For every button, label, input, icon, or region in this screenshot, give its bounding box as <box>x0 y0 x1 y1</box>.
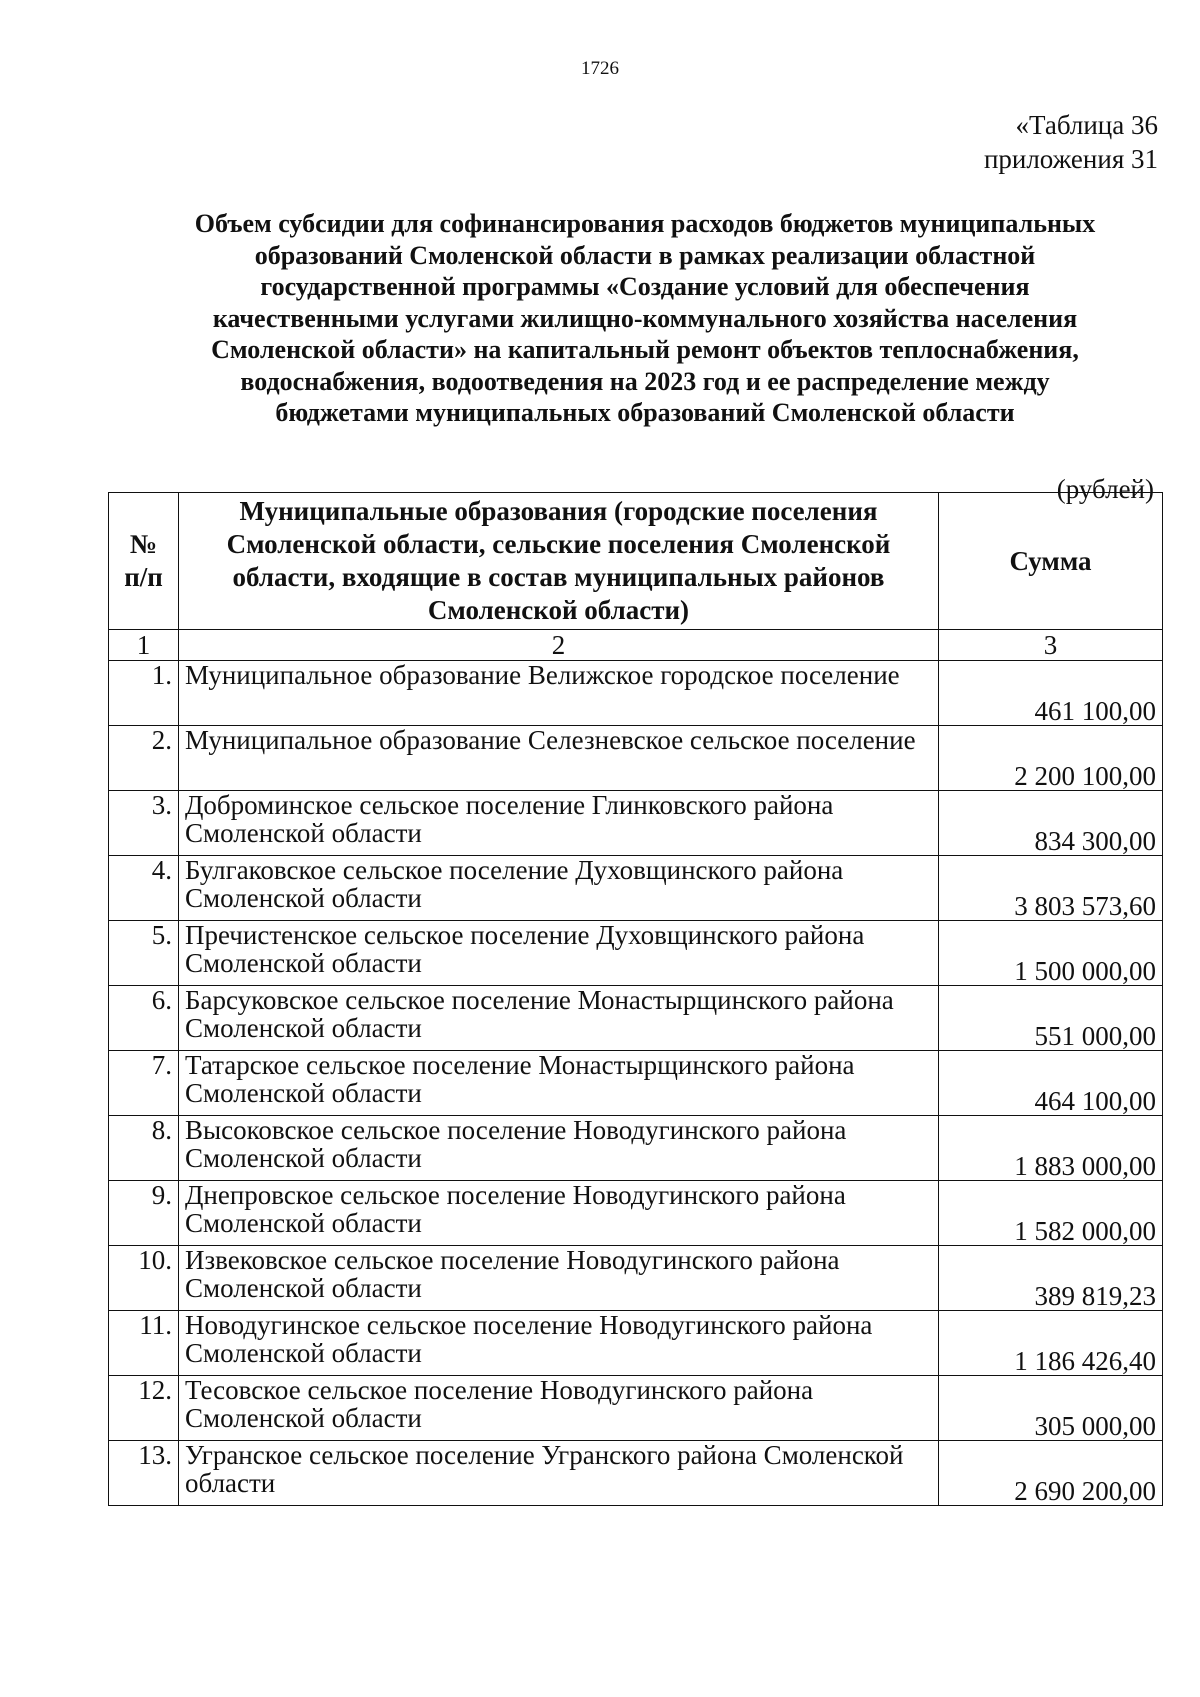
municipality-name: Татарское сельское поселение Монастырщинского района Смоленской области <box>179 1051 939 1116</box>
page-number: 1726 <box>581 58 619 79</box>
subsidy-amount: 834 300,00 <box>939 791 1163 856</box>
header-sum: Сумма <box>939 493 1163 630</box>
table-reference-line-1: «Таблица 36 <box>1015 110 1158 140</box>
row-number: 5. <box>109 921 179 986</box>
column-index-row <box>109 630 1163 661</box>
subsidy-amount: 1 500 000,00 <box>939 921 1163 986</box>
document-title <box>90 208 1200 429</box>
row-number: 8. <box>109 1116 179 1181</box>
table-header-row <box>109 493 1163 630</box>
table-row <box>109 726 1163 791</box>
title-line: бюджетами муниципальных образований Смоленской области <box>275 398 1015 427</box>
subsidy-amount: 1 582 000,00 <box>939 1181 1163 1246</box>
subsidy-amount: 464 100,00 <box>939 1051 1163 1116</box>
unit-label: (рублей) <box>1056 474 1154 504</box>
table-row <box>109 1311 1163 1376</box>
title-line: водоснабжения, водоотведения на 2023 год и ее распределение между <box>240 366 1050 396</box>
subsidy-amount: 2 690 200,00 <box>939 1441 1163 1506</box>
table-reference <box>984 108 1158 176</box>
table-row <box>109 661 1163 726</box>
row-number: 4. <box>109 856 179 921</box>
table-row <box>109 1441 1163 1506</box>
municipality-name: Муниципальное образование Селезневское сельское поселение <box>179 726 939 791</box>
title-line: Объем субсидии для софинансирования расходов бюджетов муниципальных <box>194 209 1096 238</box>
municipality-name: Высоковское сельское поселение Новодугинского района Смоленской области <box>179 1116 939 1181</box>
table-row <box>109 1246 1163 1311</box>
column-index: 1 <box>109 630 179 661</box>
table-row <box>109 856 1163 921</box>
row-number: 2. <box>109 726 179 791</box>
row-number: 9. <box>109 1181 179 1246</box>
municipality-name: Булгаковское сельское поселение Духовщинского района Смоленской области <box>179 856 939 921</box>
title-line: государственной программы «Создание условий для обеспечения <box>260 272 1030 301</box>
table-row <box>109 1051 1163 1116</box>
row-number: 7. <box>109 1051 179 1116</box>
header-number: № п/п <box>109 493 179 630</box>
table-row <box>109 1116 1163 1181</box>
title-line: качественными услугами жилищно-коммунального хозяйства населения <box>212 303 1078 333</box>
subsidy-amount: 1 883 000,00 <box>939 1116 1163 1181</box>
row-number: 3. <box>109 791 179 856</box>
title-line: образований Смоленской области в рамках реализации областной <box>254 240 1036 270</box>
municipality-name: Муниципальное образование Велижское городское поселение <box>179 661 939 726</box>
municipality-name: Доброминское сельское поселение Глинковского района Смоленской области <box>179 791 939 856</box>
subsidy-amount: 461 100,00 <box>939 661 1163 726</box>
municipality-name: Барсуковское сельское поселение Монастырщинского района Смоленской области <box>179 986 939 1051</box>
table-row <box>109 1376 1163 1441</box>
table-row <box>109 986 1163 1051</box>
row-number: 1. <box>109 661 179 726</box>
header-municipality: Муниципальные образования (городские поселения Смоленской области, сельские поселения Смоленской области, входящие в состав муниципальных районов Смоленской области) <box>179 493 939 630</box>
municipality-name: Извековское сельское поселение Новодугинского района Смоленской области <box>179 1246 939 1311</box>
table-row <box>109 921 1163 986</box>
municipality-name: Днепровское сельское поселение Новодугинского района Смоленской области <box>179 1181 939 1246</box>
subsidy-amount: 2 200 100,00 <box>939 726 1163 791</box>
table-reference-line-2: приложения 31 <box>983 144 1158 174</box>
row-number: 13. <box>109 1441 179 1506</box>
title-line: Смоленской области» на капитальный ремонт объектов теплоснабжения, <box>211 335 1079 364</box>
subsidy-amount: 389 819,23 <box>939 1246 1163 1311</box>
subsidy-amount: 551 000,00 <box>939 986 1163 1051</box>
subsidy-table <box>108 492 1163 1506</box>
table-row <box>109 791 1163 856</box>
table-row <box>109 1181 1163 1246</box>
row-number: 12. <box>109 1376 179 1441</box>
subsidy-amount: 3 803 573,60 <box>939 856 1163 921</box>
municipality-name: Тесовское сельское поселение Новодугинского района Смоленской области <box>179 1376 939 1441</box>
row-number: 10. <box>109 1246 179 1311</box>
row-number: 6. <box>109 986 179 1051</box>
subsidy-amount: 1 186 426,40 <box>939 1311 1163 1376</box>
column-index: 3 <box>939 630 1163 661</box>
municipality-name: Пречистенское сельское поселение Духовщинского района Смоленской области <box>179 921 939 986</box>
municipality-name: Угранское сельское поселение Угранского района Смоленской области <box>179 1441 939 1506</box>
subsidy-amount: 305 000,00 <box>939 1376 1163 1441</box>
municipality-name: Новодугинское сельское поселение Новодугинского района Смоленской области <box>179 1311 939 1376</box>
column-index: 2 <box>179 630 939 661</box>
row-number: 11. <box>109 1311 179 1376</box>
